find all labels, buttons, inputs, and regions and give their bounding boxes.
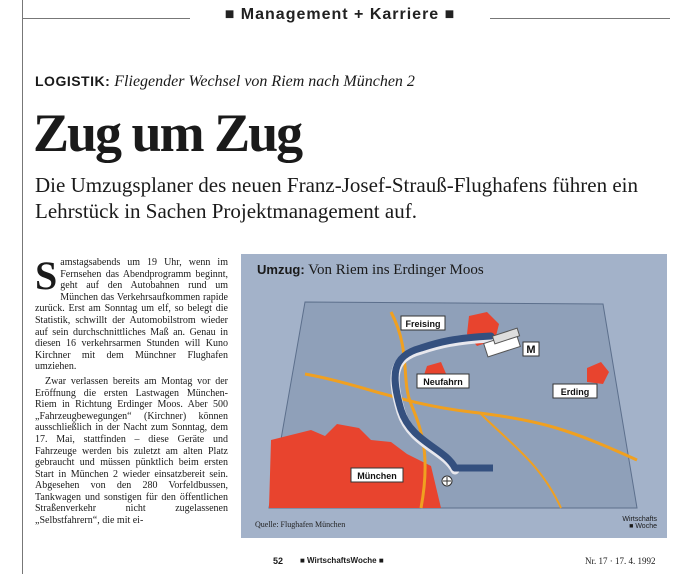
footer-page-number: 52 xyxy=(273,556,284,566)
map-svg xyxy=(241,254,667,538)
section-header: ■ Management + Karriere ■ xyxy=(190,6,490,24)
graphic-title-text: Von Riem ins Erdinger Moos xyxy=(308,262,484,278)
footer-issue: Nr. 17 · 17. 4. 1992 xyxy=(585,556,656,566)
deck: Die Umzugsplaner des neuen Franz-Josef-Strauß-Flughafens führen ein Lehrstück in Sachen Projektmanagement auf. xyxy=(35,173,638,223)
body-paragraph-2: Zwar verlassen bereits am Montag vor der Eröffnung die ersten Lastwagen München-Riem in Richtung Erdinger Moos. Aber 500 „Fahrzeugbewegungen“ (Kirchner) können ausschließlich in der Nacht zum Sonntag, dem 17. Mai, stattfinden – diese Geräte und Fahrzeuge werden bis zuletzt am alten Platz gebraucht und müssen pünktlich beim ersten Start in München 2 wieder einsatzbereit sein. Abgesehen von den 280 Vorfeldbussen, Tankwagen und sonstigen für den öffentlichen Straßenverkehr nicht zugelassenen „Selbstfahrern“, die mit ei- xyxy=(35,375,228,527)
graphic-logo-line1: Wirtschafts xyxy=(622,516,657,523)
graphic-title-label: Umzug: xyxy=(257,262,305,277)
page-margin-rule xyxy=(22,0,23,574)
graphic-source: Quelle: Flughafen München xyxy=(255,520,346,529)
kicker xyxy=(35,73,415,91)
graphic-logo-line2: ■ Woche xyxy=(629,523,657,530)
graphic-title xyxy=(257,262,484,279)
old-airport-icon xyxy=(442,476,452,486)
kicker-text: Fliegender Wechsel von Riem nach München 2 xyxy=(114,73,415,90)
body-paragraph-1 xyxy=(35,253,228,373)
airport-marker: M xyxy=(526,344,536,356)
kicker-label: LOGISTIK: xyxy=(35,73,111,89)
body-p1-text: amstagsabends um 19 Uhr, wenn im Fernsehen das Abendprogramm beginnt, geht auf den Autobahnen rund um München das Verkehrsaufkommen rapide zurück. Erst am Sonntag um elf, so belegt die Statistik, schwillt der Automobilstrom wieder auf sein durchschnittliches Maß an. Genau in diesen 16 verkehrsarmen Stunden will Kuno Kirchner mit dem Münchner Flughafen umziehen. xyxy=(35,257,228,373)
headline: Zug um Zug xyxy=(33,103,302,163)
graphic-logo xyxy=(622,516,657,530)
footer-magazine: ■ WirtschaftsWoche ■ xyxy=(300,556,384,565)
label-neufahrn: Neufahrn xyxy=(423,377,463,387)
header-rule-right xyxy=(488,18,670,19)
map-graphic xyxy=(241,254,667,538)
header-rule-left xyxy=(22,18,192,19)
label-freising: Freising xyxy=(405,319,441,329)
dropcap: S xyxy=(35,253,58,298)
label-muenchen: München xyxy=(357,471,397,481)
label-erding: Erding xyxy=(560,387,590,397)
body-column xyxy=(35,253,228,530)
